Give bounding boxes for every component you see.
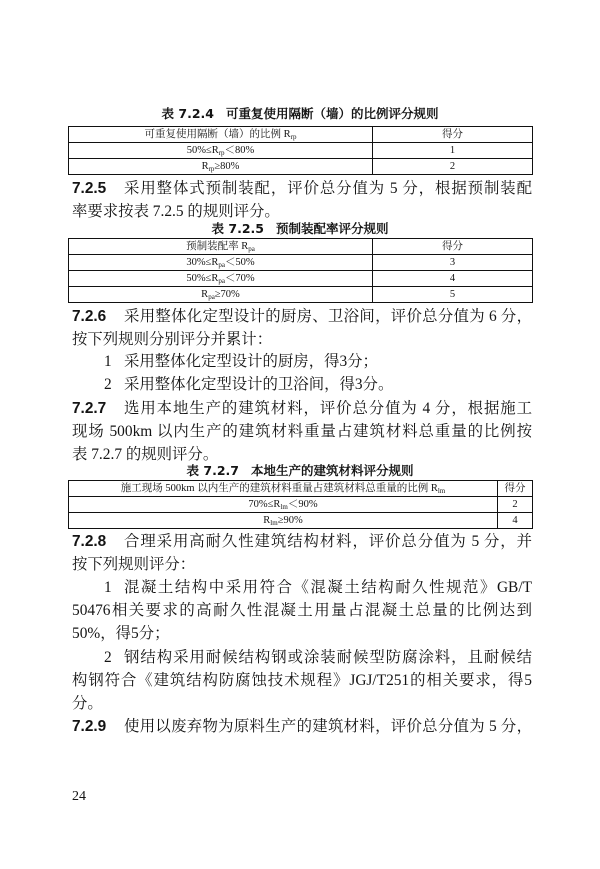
table-7-2-4	[68, 126, 533, 175]
table-title: 预制装配率评分规则	[275, 221, 389, 236]
clause-7-2-9-line-1	[72, 715, 532, 738]
table-header-row	[69, 481, 533, 497]
clause-text: 表 7.2.7 的规则评分。	[72, 446, 219, 463]
item-text: 分。	[72, 695, 103, 712]
table-7-2-5	[68, 238, 533, 303]
table-caption-7-2-7	[0, 463, 600, 479]
item-text: 构钢符合《建筑结构防腐蚀技术规程》JGJ/T251的相关要求，得5	[72, 672, 532, 689]
ratio-pre: 70%≤R	[248, 499, 281, 510]
ratio-subscript: pa	[218, 277, 225, 285]
table-caption-7-2-5	[0, 221, 600, 237]
clause-7-2-5-line-2	[72, 200, 532, 223]
ratio-pre: R	[201, 161, 209, 172]
item-text: 采用整体化定型设计的厨房，得3分；	[124, 353, 378, 370]
item-text: 钢结构采用耐候结构钢或涂装耐候型防腐涂料，且耐候结	[124, 649, 532, 666]
clause-number: 7.2.7	[72, 400, 107, 417]
header-cell-ratio	[69, 127, 373, 143]
ratio-post: ＜80%	[224, 145, 255, 156]
clause-7-2-8-item-1-line-1	[104, 576, 532, 599]
ratio-subscript: rp	[218, 149, 225, 157]
cell-score: 5	[373, 287, 533, 303]
ratio-pre: 30%≤R	[186, 257, 219, 268]
clause-7-2-8-line-1	[72, 530, 532, 553]
header-subscript: rp	[290, 133, 297, 141]
clause-text: 采用整体化定型设计的厨房、卫浴间，评价总分值为 6 分，	[124, 308, 532, 325]
header-cell-ratio	[69, 239, 373, 255]
table-row	[69, 513, 533, 529]
item-text: 50%，得5分；	[72, 625, 170, 642]
header-cell-score: 得分	[373, 239, 533, 255]
cell-score: 4	[498, 513, 533, 529]
clause-text: 采用整体式预制装配，评价总分值为 5 分，根据预制装配	[124, 180, 532, 197]
ratio-post: ≥70%	[214, 289, 240, 300]
table-title: 可重复使用隔断（墙）的比例评分规则	[225, 106, 439, 121]
cell-ratio	[69, 271, 373, 287]
clause-7-2-6-line-2	[72, 328, 532, 351]
table-row	[69, 271, 533, 287]
ratio-pre: 50%≤R	[186, 145, 219, 156]
clause-7-2-8-line-2	[72, 553, 532, 576]
clause-text: 按下列规则评分：	[72, 556, 196, 573]
clause-7-2-8-item-1-line-2	[72, 599, 532, 622]
header-subscript: pa	[248, 245, 255, 253]
ratio-pre: 50%≤R	[186, 273, 219, 284]
header-cell-score: 得分	[498, 481, 533, 497]
header-cell-score: 得分	[373, 127, 533, 143]
header-label: 可重复使用隔断（墙）的比例 R	[144, 129, 291, 140]
clause-number: 7.2.5	[72, 180, 107, 197]
clause-7-2-6-item-1	[104, 350, 532, 373]
ratio-post: ≥90%	[277, 515, 303, 526]
header-label: 施工现场 500km 以内生产的建筑材料重量占建筑材料总重量的比例 R	[120, 483, 438, 494]
table-title: 本地生产的建筑材料评分规则	[250, 463, 414, 478]
clause-number: 7.2.8	[72, 533, 107, 550]
clause-7-2-8-item-2-line-1	[104, 646, 532, 669]
cell-score: 1	[373, 143, 533, 159]
item-number: 2	[104, 376, 112, 393]
ratio-pre: R	[201, 289, 209, 300]
table-caption-7-2-4	[0, 106, 600, 122]
table-row	[69, 497, 533, 513]
table-number: 表 7.2.7	[186, 463, 239, 478]
clause-7-2-8-item-2-line-3	[72, 692, 532, 715]
table-header-row	[69, 239, 533, 255]
cell-score: 2	[498, 497, 533, 513]
cell-score: 3	[373, 255, 533, 271]
table-row	[69, 287, 533, 303]
ratio-post: ≥80%	[214, 161, 240, 172]
clause-text: 使用以废弃物为原料生产的建筑材料，评价总分值为 5 分，	[124, 718, 532, 735]
header-cell-ratio	[69, 481, 498, 497]
cell-ratio	[69, 143, 373, 159]
item-number: 1	[104, 579, 112, 596]
clause-7-2-6-line-1	[72, 305, 532, 328]
clause-text: 率要求按表 7.2.5 的规则评分。	[72, 203, 280, 220]
page-number: 24	[72, 789, 86, 804]
cell-ratio	[69, 255, 373, 271]
ratio-post: ＜50%	[224, 257, 255, 268]
clause-7-2-5-line-1	[72, 177, 532, 200]
cell-ratio	[69, 287, 373, 303]
item-text: 采用整体化定型设计的卫浴间，得3分。	[124, 376, 394, 393]
clause-7-2-7-line-1	[72, 397, 532, 420]
ratio-subscript: lm	[280, 503, 288, 511]
clause-7-2-6-item-2	[104, 373, 532, 396]
item-number: 1	[104, 353, 112, 370]
ratio-post: ＜90%	[287, 499, 318, 510]
clause-number: 7.2.6	[72, 308, 107, 325]
ratio-subscript: rp	[208, 165, 215, 173]
cell-score: 4	[373, 271, 533, 287]
clause-text: 现场 500km 以内生产的建筑材料重量占建筑材料总重量的比例按	[72, 423, 532, 440]
table-row	[69, 143, 533, 159]
ratio-post: ＜70%	[224, 273, 255, 284]
clause-number: 7.2.9	[72, 718, 107, 735]
ratio-subscript: lm	[270, 519, 278, 527]
clause-7-2-8-item-1-line-3	[72, 622, 532, 645]
clause-7-2-7-line-2	[72, 420, 532, 443]
clause-7-2-8-item-2-line-2	[72, 669, 532, 692]
clause-text: 按下列规则分别评分并累计：	[72, 331, 273, 348]
item-text: 50476相关要求的高耐久性混凝土用量占混凝土总量的比例达到	[72, 602, 532, 619]
header-label: 预制装配率 R	[186, 241, 249, 252]
table-row	[69, 159, 533, 175]
ratio-pre: R	[263, 515, 271, 526]
table-number: 表 7.2.5	[211, 221, 264, 236]
item-number: 2	[104, 649, 112, 666]
cell-score: 2	[373, 159, 533, 175]
clause-text: 合理采用高耐久性建筑结构材料，评价总分值为 5 分，并	[124, 533, 532, 550]
ratio-subscript: pa	[218, 261, 225, 269]
table-number: 表 7.2.4	[161, 106, 214, 121]
header-subscript: lm	[437, 487, 446, 495]
table-row	[69, 255, 533, 271]
table-7-2-7	[68, 480, 533, 529]
item-text: 混凝土结构中采用符合《混凝土结构耐久性规范》GB/T	[124, 579, 532, 596]
table-header-row	[69, 127, 533, 143]
clause-text: 选用本地生产的建筑材料，评价总分值为 4 分，根据施工	[124, 400, 532, 417]
ratio-subscript: pa	[208, 293, 215, 301]
cell-ratio	[69, 159, 373, 175]
cell-ratio	[69, 513, 498, 529]
cell-ratio	[69, 497, 498, 513]
